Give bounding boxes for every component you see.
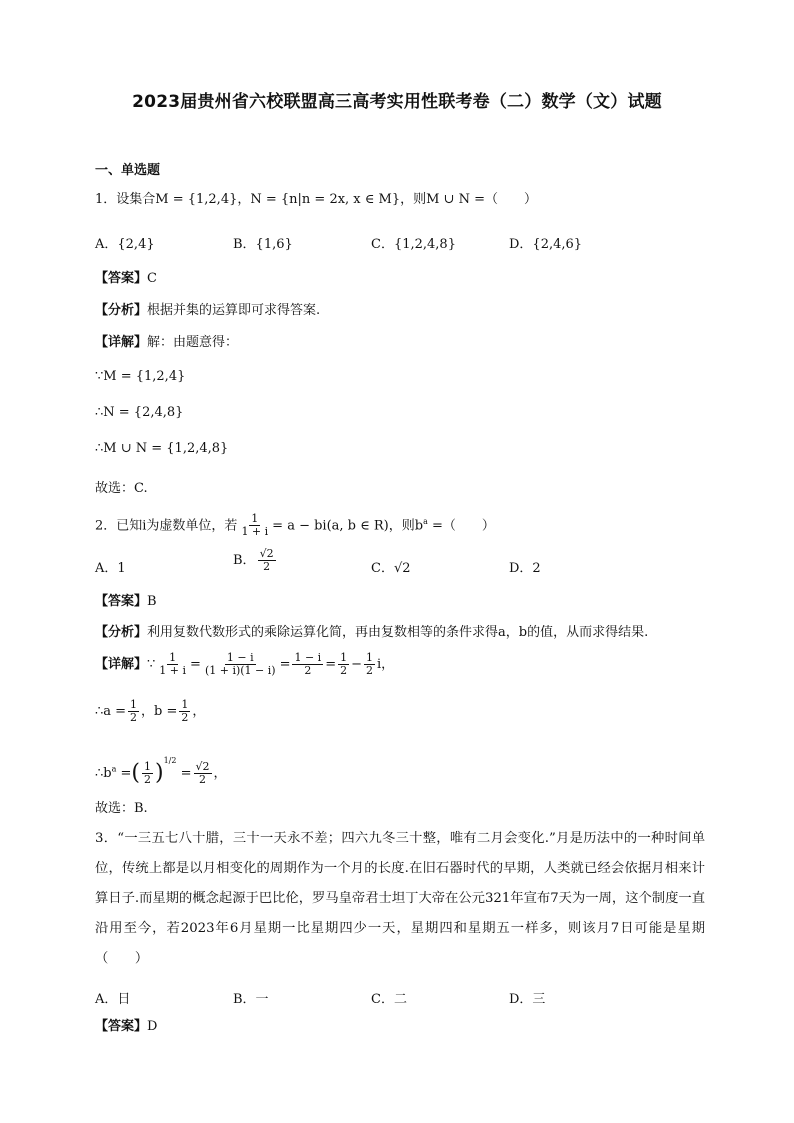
- q1-analysis: [95, 302, 320, 320]
- q2-option-b: [233, 548, 278, 573]
- step-text: ∴b: [95, 766, 112, 781]
- fraction-denominator: 1 + i: [159, 664, 187, 677]
- q3-answer: [95, 1018, 157, 1036]
- fraction-numerator: √2: [195, 760, 210, 773]
- page-title: 2023届贵州省六校联盟高三高考实用性联考卷（二）数学（文）试题: [132, 92, 662, 112]
- q1-option-a: A．{2,4}: [95, 237, 155, 252]
- q2-option-b-fraction: [258, 548, 276, 573]
- fraction-denominator: 1 + i: [241, 525, 269, 539]
- fraction-denominator: 2: [130, 711, 138, 724]
- q2-stem-fraction: [239, 513, 270, 538]
- q1-step-2: ∴N = {2,4,8}: [95, 405, 184, 420]
- detail-fraction-4: [338, 652, 349, 677]
- fraction-numerator: 1: [366, 651, 374, 664]
- fraction-denominator: 2: [366, 664, 374, 677]
- q2-detail-equation: 【详解】∵ $\frac{1}{1 + i}$ = $\frac{1 - i}{(1 + i)(1 - i)}$ = $\frac{1 - i}{2}$ = $\frac{1}{2}$ − $\frac{1}{2}$ i，: [95, 651, 395, 677]
- answer-value: B: [147, 594, 157, 609]
- step-fraction-inner: [142, 761, 153, 786]
- detail-fraction-1: [157, 652, 188, 677]
- q1-step-3: ∴M ∪ N = {1,2,4,8}: [95, 441, 229, 456]
- fraction-numerator: √2: [259, 547, 274, 560]
- answer-tag: 【答案】: [95, 271, 148, 286]
- step-fraction-result: [194, 761, 212, 786]
- step-exponent: 1/2: [163, 756, 177, 765]
- detail-text: 解：由题意得：: [147, 335, 239, 350]
- step-text: ，: [213, 766, 227, 781]
- detail-tag: 【详解】: [95, 657, 148, 672]
- step-text: ∴a =: [95, 704, 127, 719]
- q1-option-b: B．{1,6}: [233, 237, 293, 252]
- step-text: =: [116, 766, 132, 781]
- fraction-numerator: 1: [130, 698, 138, 711]
- q1-detail: [95, 334, 238, 352]
- question-2-stem: [95, 509, 495, 539]
- fraction-denominator: 2: [304, 664, 312, 677]
- fraction-denominator: 2: [263, 560, 271, 573]
- fraction-numerator: 1 − i: [294, 651, 322, 664]
- fraction-numerator: 1 − i: [226, 651, 254, 664]
- answer-value: D: [147, 1019, 158, 1034]
- fraction-denominator: (1 + i)(1 − i): [204, 664, 276, 677]
- fraction-denominator: 2: [144, 773, 151, 786]
- step-fraction-a: [128, 699, 139, 724]
- fraction-denominator: 2: [199, 773, 206, 786]
- step-text: ，b =: [141, 704, 178, 719]
- q2-option-d: D．2: [509, 561, 541, 576]
- step-text: ，: [192, 704, 206, 719]
- answer-value: C: [147, 271, 157, 286]
- q2-answer: [95, 593, 157, 611]
- detail-fraction-2: [203, 652, 278, 677]
- fraction-numerator: 1: [169, 651, 177, 664]
- q2-option-a: A．1: [95, 561, 126, 576]
- q1-answer: [95, 270, 157, 288]
- fraction-denominator: 2: [340, 664, 348, 677]
- right-paren-glyph: ): [155, 760, 164, 786]
- detail-tail: i，: [377, 657, 395, 672]
- q3-option-b: B．一: [233, 992, 269, 1007]
- fraction-denominator: 2: [181, 711, 189, 724]
- fraction-numerator: 1: [181, 698, 189, 711]
- q2-stem-text-b: = a − bi(a, b ∈ R)，则b: [272, 518, 424, 534]
- answer-tag: 【答案】: [95, 594, 148, 609]
- analysis-tag: 【分析】: [95, 303, 148, 318]
- left-paren-glyph: (: [131, 760, 140, 786]
- step-fraction-b: [179, 699, 190, 724]
- analysis-text: 利用复数代数形式的乘除运算化简，再由复数相等的条件求得a，b的值，从而求得结果.: [147, 625, 649, 640]
- q2-option-c: C．√2: [371, 561, 411, 576]
- q3-option-a: A．日: [95, 992, 131, 1007]
- q2-stem-text-c: =（ ）: [427, 518, 495, 534]
- q1-option-c: C．{1,2,4,8}: [371, 237, 456, 252]
- detail-fraction-5: [364, 652, 375, 677]
- fraction-numerator: 1: [340, 651, 348, 664]
- analysis-tag: 【分析】: [95, 625, 148, 640]
- q2-step-2: [95, 698, 205, 726]
- fraction-numerator: 1: [144, 760, 151, 773]
- fraction-numerator: 1: [251, 512, 259, 526]
- q2-conclusion: 故选：B.: [95, 801, 148, 816]
- q2-step-3: $\therefore b^a$ =( $\frac{1}{2}$ )$^{1/2}$ = $\frac{√2}{2}$ ，: [95, 756, 227, 786]
- q1-step-1: ∵M = {1,2,4}: [95, 369, 186, 384]
- q3-option-d: D．三: [509, 992, 546, 1007]
- step-superscript: a: [111, 764, 117, 774]
- detail-tag: 【详解】: [95, 335, 148, 350]
- q3-option-c: C．二: [371, 992, 407, 1007]
- question-1-stem: 1．设集合M = {1,2,4}，N = {n|n = 2x, x ∈ M}，则M ∪ N =（ ）: [95, 192, 537, 207]
- q2-analysis: [95, 624, 648, 642]
- detail-fraction-3: [292, 652, 323, 677]
- q2-stem-superscript: a: [423, 517, 428, 526]
- q2-stem-text-a: 2．已知i为虚数单位，若: [95, 518, 238, 534]
- answer-tag: 【答案】: [95, 1019, 148, 1034]
- q1-conclusion: 故选：C.: [95, 481, 148, 496]
- q2-option-b-prefix: B．: [233, 553, 256, 568]
- section-heading: 一、单选题: [95, 163, 161, 178]
- q1-option-d: D．{2,4,6}: [509, 237, 583, 252]
- question-3-stem: 3．“一三五七八十腊，三十一天永不差；四六九冬三十整，唯有二月会变化.”月是历法中的一种时间单位，传统上都是以月相变化的周期作为一个月的长度.在旧石器时代的早期，人类就已经会依据月相来计算日子.而星期的概念起源于巴比伦，罗马皇帝君士坦丁大帝在公元321年宣布7天为一周，这个制度一直沿用至今，若2023年6月星期一比星期四少一天，星期四和星期五一样多，则该月7日可能是星期（ ）: [95, 831, 705, 966]
- analysis-text: 根据并集的运算即可求得答案.: [147, 303, 321, 318]
